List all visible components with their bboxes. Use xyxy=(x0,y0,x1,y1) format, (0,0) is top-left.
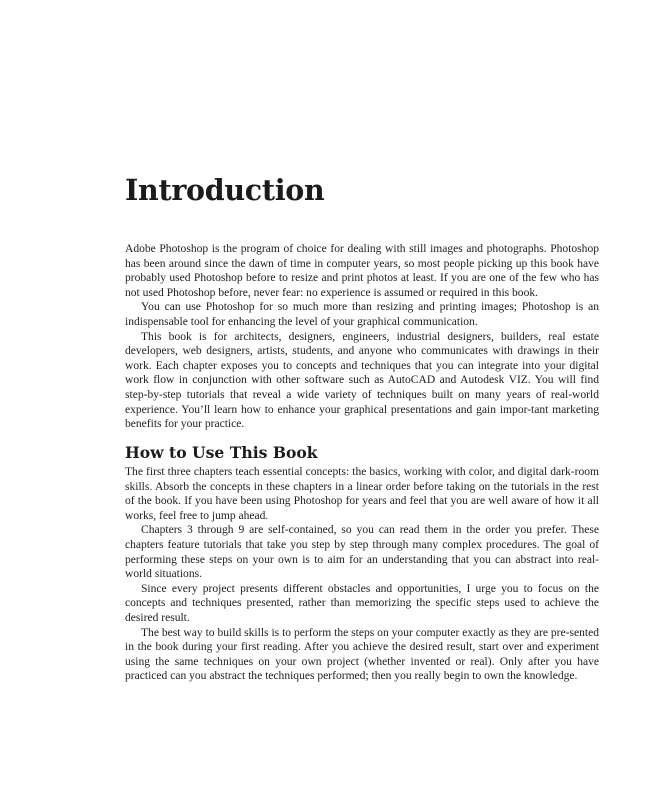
intro-paragraph-2: You can use Photoshop for so much more than resizing and printing images; Photoshop is an indispensable tool for enhancing the level of your graphical communication. xyxy=(125,301,599,328)
section-paragraph-1: The first three chapters teach essential concepts: the basics, working with color, and digital dark-room skills. Absorb the concepts in these chapters in a linear order before taking on the tutorials in the rest of the book. If you have been using Photoshop for years and feel that you are well aware of how it all works, feel free to jump ahead. xyxy=(125,466,599,522)
chapter-title: Introduction xyxy=(125,173,325,207)
section-text xyxy=(125,465,599,684)
section-paragraph-3: Since every project presents different obstacles and opportunities, I urge you to focus on the concepts and techniques presented, rather than memorizing the specific steps used to achieve the desired result. xyxy=(125,582,599,624)
section-heading: How to Use This Book xyxy=(125,443,318,462)
intro-paragraph-3: This book is for architects, designers, engineers, industrial designers, builders, real estate developers, web designers, artists, students, and anyone who communicates with drawings in their work. Each chapter exposes you to concepts and techniques that you can integrate into your digital work flow in conjunction with other software such as AutoCAD and Autodesk VIZ. You will find step-by-step tutorials that reveal a wide variety of techniques built on many years of real-world experience. You’ll learn how to enhance your graphical presentations and gain impor-tant marketing benefits for your practice. xyxy=(125,330,599,431)
section-paragraph-4: The best way to build skills is to perform the steps on your computer exactly as they are pre-sented in the book during your first reading. After you achieve the desired result, start over and experiment using the same techniques on your own project (whether invented or real). Only after you have practiced can you abstract the techniques performed; then you really begin to own the knowledge. xyxy=(125,626,599,683)
intro-paragraph-1: Adobe Photoshop is the program of choice for dealing with still images and photographs. Photoshop has been around since the dawn of time in computer years, so most people picking up this book have probably used Photoshop before to resize and print photos at least. If you are one of the few who has not used Photoshop before, never fear: no experience is assumed or required in this book. xyxy=(125,243,599,299)
section-paragraph-2: Chapters 3 through 9 are self-contained, so you can read them in the order you prefer. These chapters feature tutorials that take you step by step through many complex procedures. The goal of performing these steps on your own is to aim for an understanding that you can abstract into real-world situations. xyxy=(125,524,599,581)
intro-text xyxy=(125,242,599,432)
